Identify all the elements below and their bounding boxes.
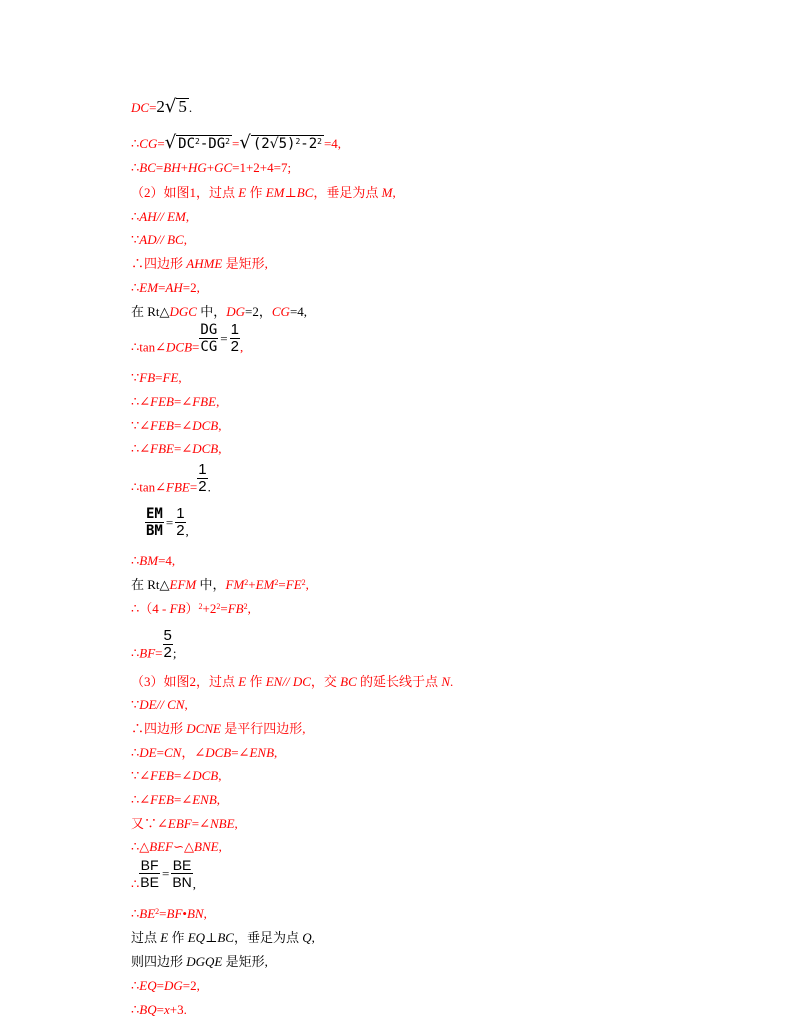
text: ∴∠ <box>131 441 151 456</box>
solution-line-19 <box>131 601 251 617</box>
equals: = <box>156 978 164 993</box>
solution-line-13 <box>131 418 221 434</box>
therefore-symbol: ∴ <box>131 978 140 993</box>
comma: , <box>218 839 222 854</box>
therefore-symbol: ∴ <box>131 160 140 175</box>
therefore-symbol: ∴ <box>131 280 140 295</box>
var: BM <box>139 553 159 568</box>
plus: + <box>180 160 188 175</box>
result: =4, <box>158 553 176 568</box>
parallel: // <box>282 674 293 689</box>
solution-line-23 <box>131 721 305 737</box>
solution-line-8 <box>131 280 200 296</box>
text: =2， <box>245 304 272 319</box>
var: CN <box>163 745 182 760</box>
var: FBE <box>166 479 190 495</box>
denominator: BE <box>140 874 159 890</box>
term: 5) <box>278 136 296 152</box>
similar-symbol: ∽△ <box>173 839 194 854</box>
equals: = <box>161 866 170 882</box>
fraction-em-bm <box>145 506 164 539</box>
text: 在 Rt△ <box>131 304 170 319</box>
numerator: DG <box>200 322 218 338</box>
denominator: 2 <box>230 338 239 355</box>
denominator: CG <box>200 339 218 355</box>
solution-line-21 <box>131 674 453 690</box>
var: DC <box>292 674 311 689</box>
text: （3）如图2，过点 <box>131 674 239 689</box>
comma: , <box>239 339 244 355</box>
comma: , <box>178 370 182 385</box>
var: FBE <box>192 394 217 409</box>
solution-line-11 <box>131 370 182 386</box>
var: FB <box>227 601 244 616</box>
text: ∵∠ <box>131 418 151 433</box>
var-cg: CG <box>139 136 158 151</box>
comma: , <box>216 394 220 409</box>
therefore-symbol: ∴ <box>131 553 140 568</box>
var: FEB <box>150 792 174 807</box>
var: DG <box>163 978 183 993</box>
solution-line-22 <box>131 697 188 713</box>
comma: , <box>218 418 222 433</box>
solution-line-32 <box>131 954 268 970</box>
equals: = <box>158 280 166 295</box>
solution-line-34 <box>131 1002 187 1018</box>
sqrt-sign-2: √ <box>239 132 251 153</box>
var: DCB <box>205 745 232 760</box>
fraction-5-2 <box>163 628 173 661</box>
therefore-symbol: ∴ <box>131 906 140 921</box>
exp: 2 <box>225 137 230 146</box>
equals: = <box>157 136 165 151</box>
solution-line-2 <box>131 132 342 153</box>
var: DGC <box>169 304 197 319</box>
comma: , <box>218 768 222 783</box>
var: NBE <box>209 816 235 831</box>
equals: = <box>156 745 164 760</box>
solution-line-20 <box>131 628 176 661</box>
solution-line-33 <box>131 978 200 994</box>
var: EQ <box>139 978 157 993</box>
text: ，垂足为点 <box>233 930 303 945</box>
equals: = <box>220 601 228 616</box>
because-symbol: ∵ <box>131 232 140 247</box>
radicand: 5 <box>178 97 187 116</box>
text: ∴四边形 <box>131 721 187 736</box>
solution-line-26 <box>131 792 220 808</box>
var: N <box>441 674 450 689</box>
fraction-bf-be <box>139 857 160 890</box>
text: 又∵∠ <box>131 816 168 831</box>
comma: , <box>185 209 190 224</box>
text: ，垂足为点 <box>313 185 382 200</box>
var: FBE <box>150 441 174 456</box>
solution-line-7 <box>131 256 268 272</box>
fraction-dg-cg <box>199 322 218 355</box>
var: FB <box>169 601 186 616</box>
var: AH <box>139 209 157 224</box>
solution-line-17 <box>131 553 175 569</box>
solution-line-18 <box>131 577 309 593</box>
solution-line-1 <box>131 98 192 116</box>
var: ENB <box>192 792 217 807</box>
equals: = <box>155 645 163 661</box>
denominator: 2 <box>176 522 185 539</box>
text: 的延长线于点 <box>356 674 442 689</box>
comma: , <box>392 185 396 200</box>
term-dg: -DG <box>199 136 226 152</box>
therefore-symbol: ∴ <box>131 209 140 224</box>
term-dc: DC <box>178 136 196 152</box>
perp: ⊥ <box>205 930 218 945</box>
var: E <box>238 185 247 200</box>
perp: ⊥ <box>284 185 297 200</box>
numerator: BE <box>172 857 192 873</box>
var: BC <box>167 232 184 247</box>
var: EM <box>139 280 159 295</box>
radical-1 <box>176 135 232 152</box>
numerator: EM <box>146 506 163 522</box>
text: 是矩形, <box>222 954 268 969</box>
var: BQ <box>139 1002 157 1017</box>
term: -2 <box>300 136 318 152</box>
var: DCB <box>192 418 219 433</box>
text: =∠ <box>231 745 250 760</box>
equals: = <box>192 339 200 355</box>
var: DG <box>226 304 246 319</box>
var: AD <box>139 232 157 247</box>
text: 中， <box>196 304 227 319</box>
numerator: 5 <box>163 627 172 644</box>
equals: = <box>220 331 228 347</box>
var: EM <box>265 185 285 200</box>
result: =2, <box>182 978 200 993</box>
comma: , <box>305 577 309 592</box>
text: =∠ <box>191 816 210 831</box>
comma: , <box>185 523 189 539</box>
solution-line-14 <box>131 441 221 457</box>
exp: 2 <box>295 137 301 146</box>
var: FEB <box>150 394 174 409</box>
var: DGQE <box>186 954 223 969</box>
solution-line-28 <box>131 839 222 855</box>
solution-line-6 <box>131 232 187 248</box>
because-symbol: ∵ <box>131 370 140 385</box>
equals: = <box>231 136 240 151</box>
solution-line-24 <box>131 745 277 761</box>
exp: 2 <box>274 578 279 587</box>
text: 作 <box>168 930 188 945</box>
fraction-1-2 <box>175 506 185 539</box>
comma: , <box>216 792 221 807</box>
text: 过点 <box>131 930 161 945</box>
radical-2 <box>251 135 324 152</box>
exp: 2 <box>198 602 203 611</box>
var: BC <box>217 930 234 945</box>
var: EQ <box>187 930 206 945</box>
solution-line-3 <box>131 160 291 176</box>
var: DCB <box>192 441 219 456</box>
var: E <box>238 674 247 689</box>
result: +3. <box>169 1002 187 1017</box>
solution-line-16 <box>145 506 189 539</box>
because-symbol: ∵ <box>131 697 140 712</box>
therefore-symbol: ∴ <box>131 645 140 661</box>
var: M <box>381 185 393 200</box>
var: BC <box>296 185 314 200</box>
var: BF <box>139 645 156 661</box>
coef: 2 <box>156 97 165 116</box>
solution-line-12 <box>131 394 219 410</box>
plus: + <box>206 160 215 175</box>
text: ∴△ <box>131 839 150 854</box>
sqrt-sign-1: √ <box>164 132 177 153</box>
var: AHME <box>186 256 223 271</box>
exp: 2 <box>301 578 306 587</box>
equals: = <box>155 370 163 385</box>
exp: 2 <box>195 137 200 146</box>
solution-line-31 <box>131 930 315 946</box>
text: 作 <box>246 674 266 689</box>
var: BF <box>166 906 183 921</box>
text: ∴tan∠ <box>131 339 167 355</box>
var: Q <box>302 930 312 945</box>
comma: , <box>183 232 187 247</box>
therefore-symbol: ∴ <box>131 876 140 892</box>
period: . <box>449 674 454 689</box>
solution-line-30 <box>131 906 207 922</box>
solution-line-10 <box>131 322 243 357</box>
sqrt-sign: √ <box>164 96 177 117</box>
exp: 2 <box>243 602 248 611</box>
text: =∠ <box>174 441 193 456</box>
var: EN <box>265 674 283 689</box>
var: x <box>163 1002 170 1017</box>
equals: = <box>159 906 167 921</box>
period: . <box>188 100 193 115</box>
result: =4, <box>323 136 342 151</box>
var: FE <box>285 577 302 592</box>
comma: , <box>247 601 251 616</box>
text: ，∠ <box>181 745 206 760</box>
text: ∴tan∠ <box>131 479 167 495</box>
var: BH <box>163 160 181 175</box>
solution-line-5 <box>131 209 189 225</box>
parallel: // <box>156 697 168 712</box>
var: ENB <box>249 745 275 760</box>
text: 是矩形, <box>222 256 268 271</box>
var: DCB <box>166 339 193 355</box>
var: HG <box>187 160 207 175</box>
text: （2）如图1，过点 <box>131 185 239 200</box>
text: ∴∠ <box>131 792 151 807</box>
var: FEB <box>150 768 174 783</box>
result: =1+2+4=7; <box>232 160 292 175</box>
var: DCNE <box>186 721 221 736</box>
equals: = <box>156 1002 164 1017</box>
denominator: 2 <box>198 478 207 495</box>
text: +2 <box>202 601 217 616</box>
text: 作 <box>246 185 266 200</box>
denominator: 2 <box>163 644 172 661</box>
text: 则四边形 <box>131 954 187 969</box>
dot: • <box>182 906 187 921</box>
inner-sqrt-sign: √ <box>269 136 279 152</box>
solution-line-25 <box>131 768 221 784</box>
comma: , <box>274 745 278 760</box>
solution-line-27 <box>131 816 238 832</box>
var-dc: DC <box>131 100 150 115</box>
numerator: BF <box>140 857 159 873</box>
text: ，交 <box>310 674 341 689</box>
var: BEF <box>149 839 174 854</box>
comma: , <box>311 930 315 945</box>
exp: 2 <box>317 137 322 146</box>
text: ∴（4 - <box>131 601 170 616</box>
var: FE <box>162 370 179 385</box>
equals: = <box>189 479 198 495</box>
denominator: BM <box>146 523 163 539</box>
var: EBF <box>167 816 192 831</box>
parallel: // <box>156 232 168 247</box>
text: =4, <box>289 304 308 319</box>
var: EM <box>255 577 275 592</box>
fraction-1-2 <box>230 322 240 355</box>
denominator: BN <box>172 874 192 890</box>
comma: , <box>184 697 188 712</box>
var: FEB <box>150 418 174 433</box>
var: FM <box>225 577 245 592</box>
equals: = <box>165 515 174 531</box>
var: DCB <box>192 768 219 783</box>
var: AH <box>165 280 183 295</box>
solution-line-9 <box>131 304 307 320</box>
var: BC <box>340 674 357 689</box>
plus: + <box>248 577 256 592</box>
parallel: // <box>156 209 168 224</box>
therefore-symbol: ∴ <box>131 136 140 151</box>
comma: , <box>218 441 222 456</box>
var: DE <box>139 697 157 712</box>
var: DE <box>139 745 157 760</box>
comma: , <box>234 816 238 831</box>
var: BC <box>139 160 156 175</box>
equals: = <box>278 577 286 592</box>
exp: 2 <box>216 602 221 611</box>
comma: , <box>192 876 197 892</box>
equals: = <box>149 100 157 115</box>
exp: 2 <box>244 578 249 587</box>
var: E <box>160 930 169 945</box>
fraction-1-2 <box>197 462 207 495</box>
therefore-symbol: ∴ <box>131 745 140 760</box>
text: ∵∠ <box>131 768 151 783</box>
text: ） <box>185 601 199 616</box>
text: ∴四边形 <box>131 256 187 271</box>
text: =∠ <box>174 418 193 433</box>
text: =∠ <box>174 792 193 807</box>
term: (2 <box>252 136 270 152</box>
text: 在 Rt△ <box>131 577 170 592</box>
result: =2, <box>182 280 200 295</box>
text: =∠ <box>174 394 193 409</box>
var: EM <box>167 209 186 224</box>
semicolon: ; <box>172 645 177 661</box>
var: CG <box>271 304 290 319</box>
solution-line-4 <box>131 185 396 201</box>
numerator: 1 <box>198 461 207 478</box>
text: =∠ <box>174 768 193 783</box>
solution-line-15 <box>131 462 211 495</box>
var: EFM <box>169 577 197 592</box>
equals: = <box>155 160 164 175</box>
var: BNE <box>194 839 219 854</box>
var: FB <box>139 370 156 385</box>
var: BN <box>186 906 204 921</box>
numerator: 1 <box>176 505 185 522</box>
var: GC <box>214 160 233 175</box>
text: 中， <box>196 577 226 592</box>
exp: 2 <box>155 907 160 916</box>
var: BE <box>139 906 156 921</box>
text: ∴∠ <box>131 394 151 409</box>
fraction-be-bn <box>171 857 192 890</box>
comma: , <box>203 906 207 921</box>
therefore-symbol: ∴ <box>131 1002 140 1017</box>
numerator: 1 <box>230 321 239 338</box>
text: 是平行四边形, <box>220 721 306 736</box>
period: . <box>207 479 211 495</box>
solution-line-29 <box>131 857 196 892</box>
var: CN <box>167 697 185 712</box>
